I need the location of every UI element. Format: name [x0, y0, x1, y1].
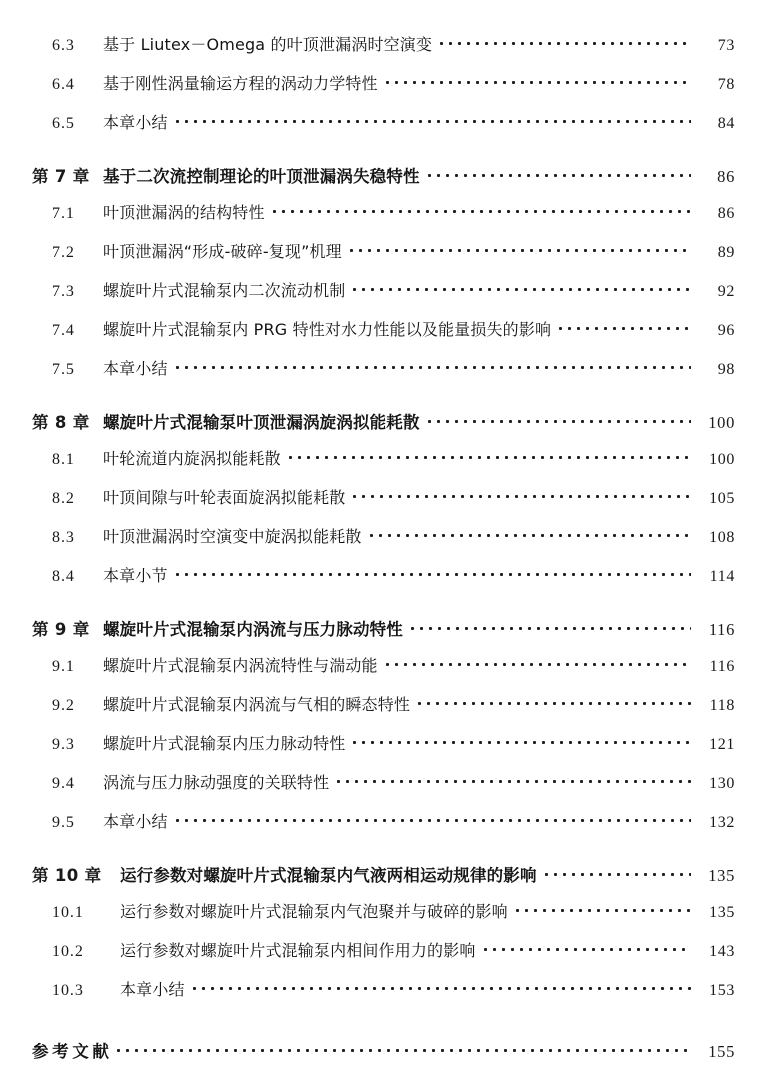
- toc-page-number: 84: [717, 115, 735, 132]
- toc-entry-title: 本章小结: [103, 359, 168, 378]
- toc-section-row[interactable]: [22, 65, 735, 104]
- toc-entry-number: 8.4: [52, 568, 75, 585]
- toc-entry-number: 7.4: [52, 322, 75, 339]
- toc-entry-title: 基于二次流控制理论的叶顶泄漏涡失稳特性: [103, 167, 420, 186]
- toc-entry-title: 叶顶间隙与叶轮表面旋涡拟能耗散: [103, 488, 346, 507]
- toc-section-row[interactable]: [22, 764, 735, 803]
- toc-entry-number: 第 7 章: [32, 167, 90, 186]
- toc-section-row[interactable]: [22, 311, 735, 350]
- toc-entry-number: 7.1: [52, 205, 75, 222]
- toc-entry-title: 螺旋叶片式混输泵内涡流与气相的瞬态特性: [103, 695, 411, 714]
- dot-leader: [273, 202, 691, 218]
- toc-entry-title: 运行参数对螺旋叶片式混输泵内相间作用力的影响: [120, 941, 476, 960]
- toc-page-number: 73: [717, 37, 735, 54]
- dot-leader: [193, 979, 691, 995]
- dot-leader: [350, 241, 691, 257]
- dot-leader: [411, 619, 691, 636]
- toc-entry-number: 10.3: [52, 982, 84, 999]
- toc-entry-number: 第 8 章: [32, 413, 90, 432]
- toc-entry-title: 本章小结: [120, 980, 185, 999]
- toc-page-number: 130: [709, 775, 735, 792]
- toc-entry-title: 基于 Liutex－Omega 的叶顶泄漏涡时空演变: [103, 35, 433, 54]
- toc-page-number: 105: [709, 490, 735, 507]
- toc-page-number: 78: [717, 76, 735, 93]
- toc-section-row[interactable]: [22, 647, 735, 686]
- toc-section-row[interactable]: [22, 194, 735, 233]
- toc-section-row[interactable]: [22, 272, 735, 311]
- dot-leader: [370, 526, 691, 542]
- toc-page-number: 108: [709, 529, 735, 546]
- toc-entry-title: 螺旋叶片式混输泵内压力脉动特性: [103, 734, 346, 753]
- toc-chapter-row[interactable]: [22, 863, 735, 889]
- toc-entry-number: 第 10 章: [32, 866, 102, 885]
- toc-entry-title: 叶顶泄漏涡时空演变中旋涡拟能耗散: [103, 527, 362, 546]
- toc-section-row[interactable]: [22, 725, 735, 764]
- toc-section-row[interactable]: [22, 518, 735, 557]
- dot-leader: [559, 319, 691, 335]
- toc-section-row[interactable]: [22, 350, 735, 389]
- toc-page-number: 135: [709, 904, 735, 921]
- dot-leader: [289, 448, 691, 464]
- dot-leader: [353, 733, 691, 749]
- toc-page-number: 100: [709, 451, 735, 468]
- toc-entry-title: 本章小节: [103, 566, 168, 585]
- toc-page-number: 98: [717, 361, 735, 378]
- toc-page-number: 96: [717, 322, 735, 339]
- dot-leader: [353, 280, 691, 296]
- dot-leader: [484, 940, 691, 956]
- toc-page-number: 135: [708, 866, 735, 885]
- dot-leader: [176, 112, 691, 128]
- toc-section-row[interactable]: [22, 803, 735, 842]
- toc-entry-number: 7.5: [52, 361, 75, 378]
- toc-page-number: 153: [709, 982, 735, 999]
- toc-entry-title: 螺旋叶片式混输泵内 PRG 特性对水力性能以及能量损失的影响: [103, 320, 552, 339]
- toc-page-number: 114: [709, 568, 735, 585]
- toc-section-row[interactable]: [22, 26, 735, 65]
- toc-entry-number: 第 9 章: [32, 620, 90, 639]
- toc-entry-title: 参考文献: [32, 1042, 113, 1061]
- toc-entry-title: 螺旋叶片式混输泵叶顶泄漏涡旋涡拟能耗散: [103, 413, 420, 432]
- toc-page-number: 92: [717, 283, 735, 300]
- toc-entry-title: 叶轮流道内旋涡拟能耗散: [103, 449, 281, 468]
- toc-section-row[interactable]: [22, 971, 735, 1010]
- toc-entry-title: 螺旋叶片式混输泵内涡流特性与湍动能: [103, 656, 378, 675]
- toc-chapter-row[interactable]: [22, 164, 735, 190]
- dot-leader: [337, 772, 691, 788]
- toc-section-row[interactable]: [22, 479, 735, 518]
- toc-entry-title: 本章小结: [103, 812, 168, 831]
- toc-entry-number: 10.2: [52, 943, 84, 960]
- dot-leader: [386, 655, 691, 671]
- toc-page-number: 100: [708, 413, 735, 432]
- dot-leader: [176, 811, 691, 827]
- toc-entry-title: 叶顶泄漏涡“形成-破碎-复现”机理: [103, 242, 342, 261]
- toc-entry-number: 10.1: [52, 904, 84, 921]
- toc-section-row[interactable]: [22, 557, 735, 596]
- dot-leader: [428, 412, 691, 429]
- toc-entry-number: 8.2: [52, 490, 75, 507]
- dot-leader: [117, 1041, 691, 1058]
- toc-entry-title: 基于刚性涡量输运方程的涡动力学特性: [103, 74, 378, 93]
- toc-page-number: 86: [717, 205, 735, 222]
- toc-section-row[interactable]: [22, 104, 735, 143]
- toc-entry-number: 6.5: [52, 115, 75, 132]
- toc-entry-number: 9.2: [52, 697, 75, 714]
- toc-chapter-row[interactable]: [22, 617, 735, 643]
- toc-section-row[interactable]: [22, 893, 735, 932]
- toc-page-number: 89: [717, 244, 735, 261]
- toc-chapter-row[interactable]: [22, 410, 735, 436]
- toc-entry-title: 运行参数对螺旋叶片式混输泵内气液两相运动规律的影响: [120, 866, 537, 885]
- toc-entry-number: 7.2: [52, 244, 75, 261]
- dot-leader: [428, 166, 691, 183]
- toc-page-number: 132: [709, 814, 735, 831]
- toc-entry-number: 6.4: [52, 76, 75, 93]
- toc-entry-number: 6.3: [52, 37, 75, 54]
- dot-leader: [176, 358, 691, 374]
- toc-entry-title: 叶顶泄漏涡的结构特性: [103, 203, 265, 222]
- dot-leader: [353, 487, 691, 503]
- toc-page-number: 121: [709, 736, 735, 753]
- dot-leader: [386, 73, 691, 89]
- toc-entry-number: 9.5: [52, 814, 75, 831]
- dot-leader: [516, 901, 691, 917]
- toc-page-number: 86: [717, 167, 735, 186]
- toc-entry-number: 9.4: [52, 775, 75, 792]
- toc-references-row[interactable]: [22, 1038, 735, 1066]
- toc-entry-title: 涡流与压力脉动强度的关联特性: [103, 773, 330, 792]
- toc-entry-title: 运行参数对螺旋叶片式混输泵内气泡聚并与破碎的影响: [120, 902, 508, 921]
- dot-leader: [418, 694, 691, 710]
- toc-entry-title: 螺旋叶片式混输泵内涡流与压力脉动特性: [103, 620, 403, 639]
- toc-entry-number: 9.1: [52, 658, 75, 675]
- toc-page-number: 143: [709, 943, 735, 960]
- toc-section-row[interactable]: [22, 686, 735, 725]
- toc-page-number: 118: [709, 697, 735, 714]
- toc-entry-title: 螺旋叶片式混输泵内二次流动机制: [103, 281, 346, 300]
- toc-entry-number: 8.3: [52, 529, 75, 546]
- toc-entry-number: 8.1: [52, 451, 75, 468]
- dot-leader: [176, 565, 691, 581]
- toc-entry-title: 本章小结: [103, 113, 168, 132]
- toc-entry-number: 9.3: [52, 736, 75, 753]
- toc-page-number: 116: [708, 620, 735, 639]
- dot-leader: [440, 34, 691, 50]
- toc-page-number: 116: [709, 658, 735, 675]
- toc-section-row[interactable]: [22, 440, 735, 479]
- toc-section-row[interactable]: [22, 932, 735, 971]
- toc-section-row[interactable]: [22, 233, 735, 272]
- toc-page-number: 155: [708, 1042, 735, 1061]
- toc-entry-number: 7.3: [52, 283, 75, 300]
